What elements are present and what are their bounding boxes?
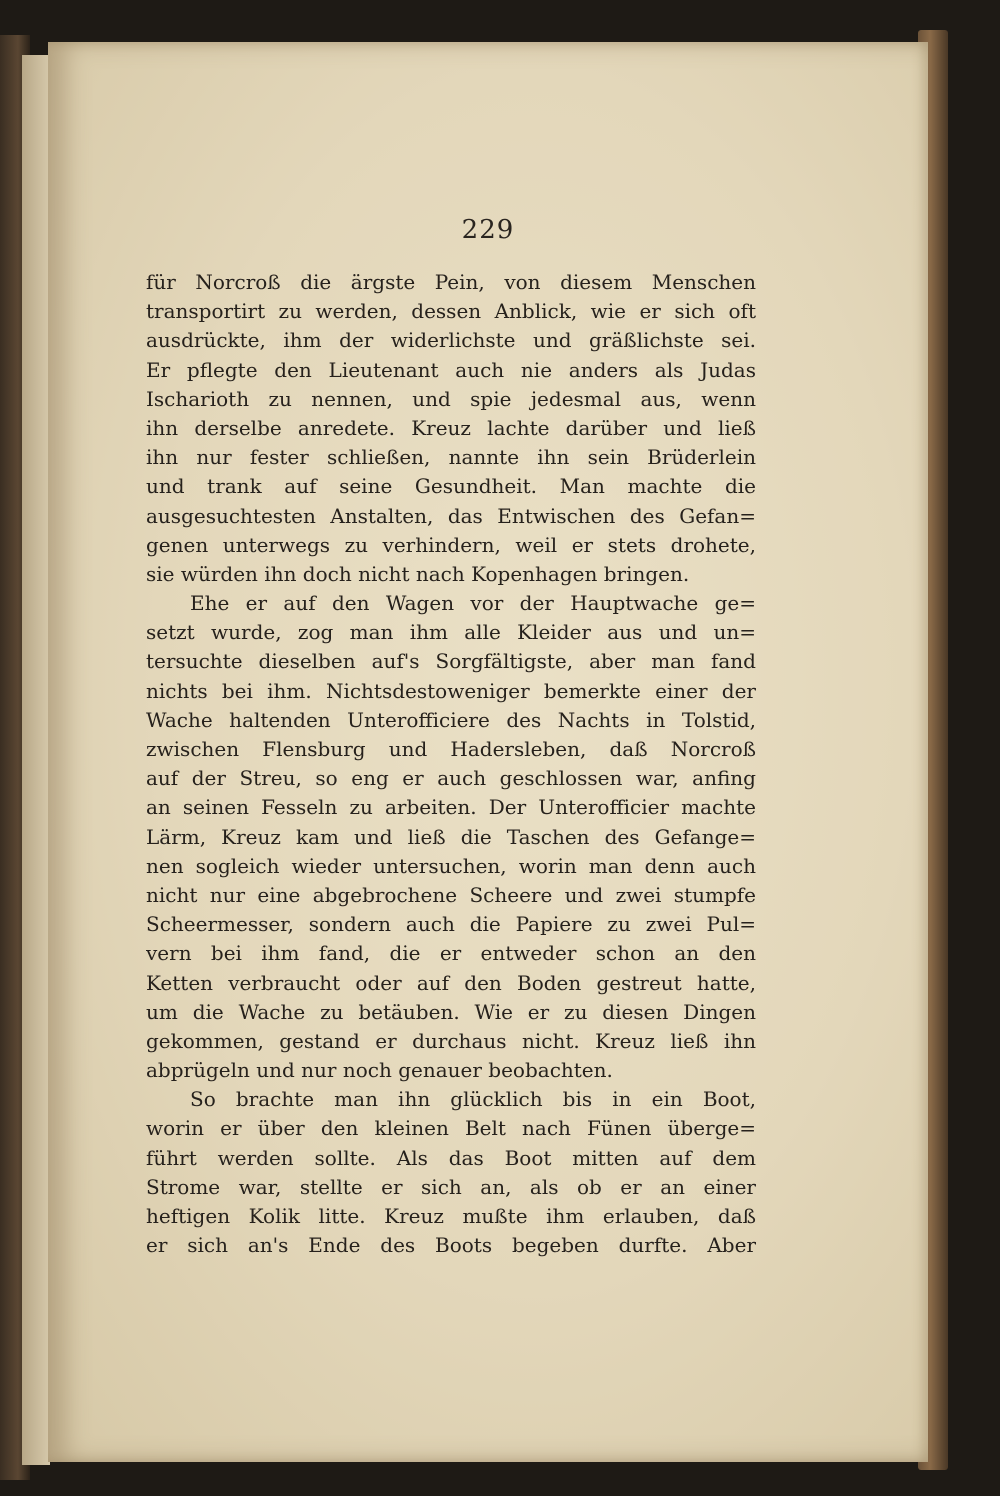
text-line: er sich an's Ende des Boots begeben durfte. Aber <box>146 1233 756 1258</box>
page-body-text <box>146 268 756 1260</box>
text-line: Er pflegte den Lieutenant auch nie anders als Judas <box>146 357 756 382</box>
text-line: nichts bei ihm. Nichtsdestoweniger bemerkte einer der <box>146 678 756 703</box>
text-line: Wache haltenden Unterofficiere des Nachts in Tolstid, <box>146 707 756 732</box>
text-line: nen sogleich wieder untersuchen, worin man denn auch <box>146 853 756 878</box>
text-line: transportirt zu werden, dessen Anblick, wie er sich oft <box>146 299 756 324</box>
book-page <box>48 42 928 1462</box>
text-line: Ketten verbraucht oder auf den Boden gestreut hatte, <box>146 970 756 995</box>
text-line: ihn nur fester schließen, nannte ihn sein Brüderlein <box>146 445 756 470</box>
text-line: So brachte man ihn glücklich bis in ein Boot, <box>190 1087 756 1112</box>
text-line: genen unterwegs zu verhindern, weil er stets drohete, <box>146 532 756 557</box>
text-line: zwischen Flensburg und Hadersleben, daß Norcroß <box>146 737 756 761</box>
text-line: heftigen Kolik litte. Kreuz mußte ihm erlauben, daß <box>146 1204 756 1228</box>
text-line: Lärm, Kreuz kam und ließ die Taschen des Gefange= <box>146 824 756 849</box>
text-line: Strome war, stellte er sich an, als ob er an einer <box>146 1174 756 1199</box>
text-line: sie würden ihn doch nicht nach Kopenhagen bringen. <box>146 561 690 586</box>
text-line: um die Wache zu betäuben. Wie er zu diesen Dingen <box>146 999 756 1024</box>
text-line: setzt wurde, zog man ihm alle Kleider aus und un= <box>146 620 756 645</box>
text-line: worin er über den kleinen Belt nach Fünen überge= <box>146 1116 756 1141</box>
text-line: nicht nur eine abgebrochene Scheere und zwei stumpfe <box>146 882 756 907</box>
text-line: auf der Streu, so eng er auch geschlossen war, anfing <box>146 766 756 791</box>
text-line: führt werden sollte. Als das Boot mitten auf dem <box>146 1145 756 1170</box>
text-line: für Norcroß die ärgste Pein, von diesem Menschen <box>146 270 756 294</box>
text-line: ihn derselbe anredete. Kreuz lachte darüber und ließ <box>146 415 756 440</box>
text-line: und trank auf seine Gesundheit. Man machte die <box>146 474 756 499</box>
text-line: Ischarioth zu nennen, und spie jedesmal aus, wenn <box>146 386 756 411</box>
text-line: Scheermesser, sondern auch die Papiere zu zwei Pul= <box>146 912 756 937</box>
text-line: abprügeln und nur noch genauer beobachten. <box>146 1058 613 1083</box>
text-line: gekommen, gestand er durchaus nicht. Kreuz ließ ihn <box>146 1028 756 1053</box>
facing-page-edge <box>22 55 50 1465</box>
text-line: tersuchte dieselben auf's Sorgfältigste, aber man fand <box>146 649 756 674</box>
text-line: ausgesuchtesten Anstalten, das Entwischen des Gefan= <box>146 503 756 528</box>
page-number: 229 <box>461 215 515 245</box>
text-line: ausdrückte, ihm der widerlichste und gräßlichste sei. <box>146 328 756 353</box>
text-line: an seinen Fesseln zu arbeiten. Der Unterofficier machte <box>146 795 756 820</box>
text-line: Ehe er auf den Wagen vor der Hauptwache ge= <box>190 591 756 616</box>
text-line: vern bei ihm fand, die er entweder schon an den <box>146 941 756 966</box>
